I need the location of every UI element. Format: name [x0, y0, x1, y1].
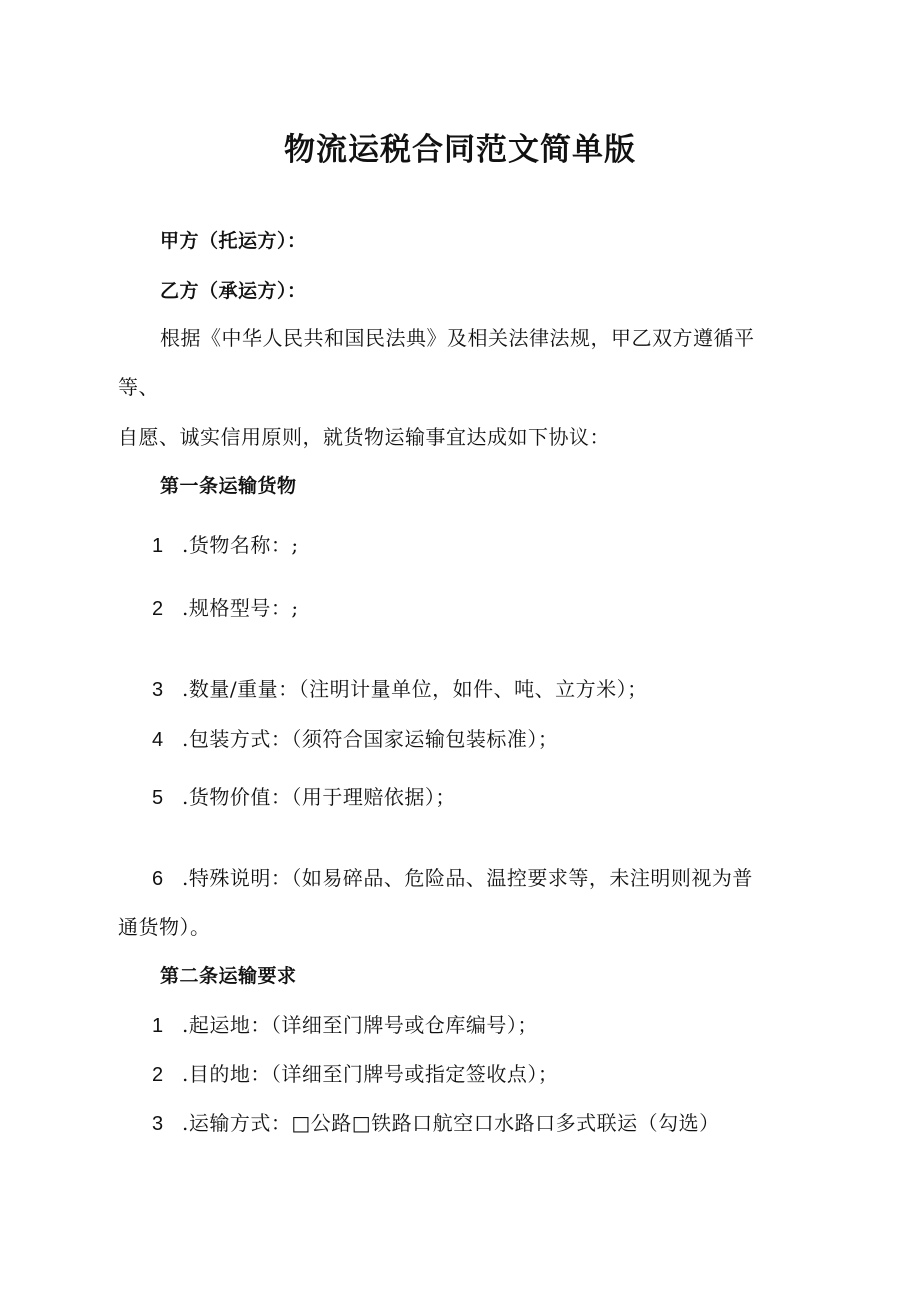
list-item-number: 4 [152, 729, 164, 751]
list-item [152, 596, 299, 621]
article-1-heading: 第一条运输货物 [160, 475, 297, 497]
article-2-heading: 第二条运输要求 [160, 965, 297, 987]
party-b-label: 乙方（承运方）： [160, 280, 307, 302]
list-item-text: .包装方式：（须符合国家运输包装标准）； [182, 727, 559, 751]
list-item-number: 3 [152, 1113, 164, 1135]
list-item-text: .货物名称：; [182, 533, 299, 557]
list-item-number: 1 [152, 1015, 164, 1037]
list-item-number: 1 [152, 535, 164, 557]
list-item-continuation: 通货物）。 [118, 915, 211, 939]
list-item [152, 727, 558, 752]
list-item [152, 785, 456, 810]
list-item-text: .运输方式：□公路□铁路口航空口水路口多式联运（勾选） [182, 1111, 720, 1135]
list-item [152, 533, 299, 558]
list-item [152, 677, 648, 702]
list-item-text: .规格型号：; [182, 596, 299, 620]
list-item-text: .起运地：（详细至门牌号或仓库编号）； [182, 1013, 538, 1037]
list-item-text: .特殊说明：（如易碎品、危险品、温控要求等，未注明则视为普 [182, 866, 753, 890]
list-item-number: 5 [152, 787, 164, 809]
list-item [152, 1111, 720, 1136]
list-item-text: .目的地：（详细至门牌号或指定签收点）； [182, 1062, 559, 1086]
list-item-number: 3 [152, 679, 164, 701]
list-item-number: 6 [152, 868, 164, 890]
intro-paragraph-line-2: 等、 [118, 375, 159, 399]
document-title: 物流运税合同范文简单版 [284, 132, 636, 168]
list-item-number: 2 [152, 1064, 164, 1086]
list-item [152, 1013, 538, 1038]
list-item-text: .数量/重量：（注明计量单位，如件、吨、立方米）； [182, 677, 648, 701]
list-item [152, 1062, 558, 1087]
list-item [152, 866, 753, 891]
list-item-number: 2 [152, 598, 164, 620]
intro-paragraph-line-3: 自愿、诚实信用原则，就货物运输事宜达成如下协议： [118, 425, 610, 449]
party-a-label: 甲方（托运方）： [160, 230, 307, 252]
list-item-text: .货物价值：（用于理赔依据）； [182, 785, 456, 809]
intro-paragraph-line-1: 根据《中华人民共和国民法典》及相关法律法规，甲乙双方遵循平 [160, 326, 755, 350]
